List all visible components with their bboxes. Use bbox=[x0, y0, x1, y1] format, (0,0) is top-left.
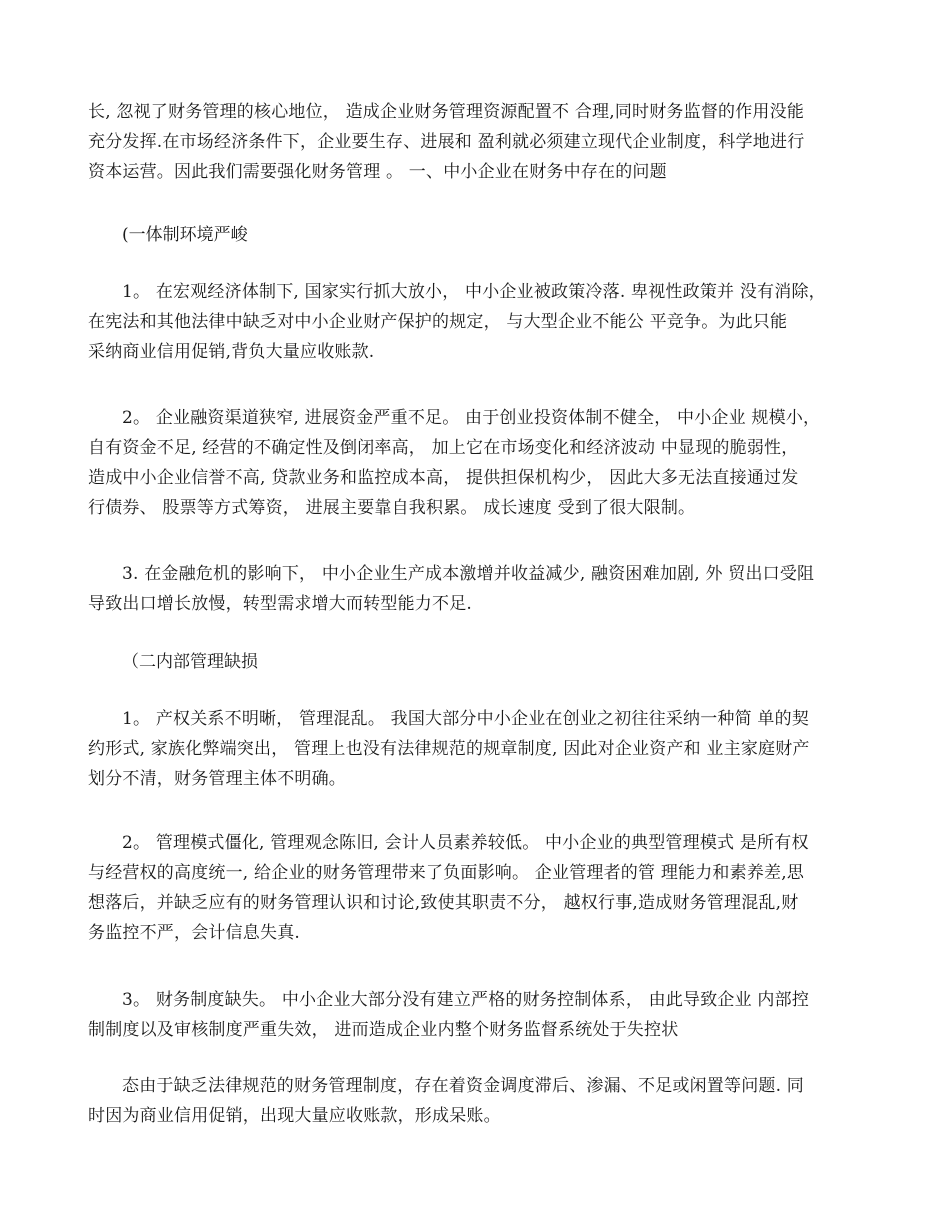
paragraph-1-1 bbox=[88, 277, 864, 367]
text-line: 想落后，并缺乏应有的财务管理认识和讨论,致使其职责不分， 越权行事,造成财务管理混乱,财 bbox=[88, 893, 799, 913]
text-line: 导致出口增长放慢，转型需求增大而转型能力不足. bbox=[88, 594, 473, 614]
paragraph-2-3 bbox=[88, 985, 864, 1045]
text-line: 2。 管理模式僵化, 管理观念陈旧, 会计人员素养较低。 中小企业的典型管理模式 是所有权 bbox=[122, 833, 809, 853]
paragraph-1-2 bbox=[88, 403, 864, 523]
text-line: 3. 在金融危机的影响下， 中小企业生产成本激增并收益减少, 融资困难加剧, 外 贸出口受阻 bbox=[122, 564, 815, 584]
text-line: 造成中小企业信誉不高, 贷款业务和监控成本高， 提供担保机构少， 因此大多无法直接通过发 bbox=[88, 468, 799, 488]
text-line: 1。 在宏观经济体制下, 国家实行抓大放小， 中小企业被政策冷落. 卑视性政策并 没有消除， bbox=[122, 282, 826, 302]
text-line: 3。 财务制度缺失。 中小企业大部分没有建立严格的财务控制体系， 由此导致企业 内部控 bbox=[122, 990, 810, 1010]
text-line: 务监控不严，会计信息失真. bbox=[88, 923, 301, 943]
text-line: 划分不清，财务管理主体不明确。 bbox=[88, 769, 346, 789]
text-line: 1。 产权关系不明晰， 管理混乱。 我国大部分中小企业在创业之初往往采纳一种简 单的契 bbox=[122, 709, 810, 729]
section-heading-2: （二内部管理缺损 bbox=[122, 652, 258, 672]
text-line: 行债券、 股票等方式筹资， 进展主要靠自我积累。 成长速度 受到了很大限制。 bbox=[88, 498, 696, 518]
text-line: 自有资金不足, 经营的不确定性及倒闭率高， 加上它在市场变化和经济波动 中显现的脆弱性， bbox=[88, 438, 799, 458]
paragraph-2-2 bbox=[88, 828, 864, 948]
paragraph-2-1 bbox=[88, 704, 864, 794]
text-line: 态由于缺乏法律规范的财务管理制度，存在着资金调度滞后、渗漏、不足或闲置等问题. 同 bbox=[122, 1076, 805, 1096]
paragraph-1-3 bbox=[88, 559, 864, 619]
paragraph-2-4 bbox=[88, 1071, 864, 1131]
text-line: 与经营权的高度统一, 给企业的财务管理带来了负面影响。 企业管理者的管 理能力和素养差,思 bbox=[88, 863, 805, 883]
text-line: 充分发挥.在市场经济条件下，企业要生存、进展和 盈利就必须建立现代企业制度，科学地进行 bbox=[88, 132, 805, 152]
text-line: 资本运营。因此我们需要强化财务管理 。 一、中小企业在财务中存在的问题 bbox=[88, 162, 667, 182]
text-line: 时因为商业信用促销，出现大量应收账款，形成呆账。 bbox=[88, 1106, 501, 1126]
text-line: 在宪法和其他法律中缺乏对中小企业财产保护的规定， 与大型企业不能公 平竞争。为此只能 bbox=[88, 312, 788, 332]
text-line: 采纳商业信用促销,背负大量应收账款. bbox=[88, 342, 375, 362]
text-line: 长, 忽视了财务管理的核心地位， 造成企业财务管理资源配置不 合理,同时财务监督的作用没能 bbox=[88, 102, 805, 122]
text-line: 2。 企业融资渠道狭窄, 进展资金严重不足。 由于创业投资体制不健全， 中小企业 规模小， bbox=[122, 408, 821, 428]
intro-paragraph bbox=[88, 97, 864, 187]
text-line: 约形式, 家族化弊端突出， 管理上也没有法律规范的规章制度, 因此对企业资产和 业主家庭财产 bbox=[88, 739, 810, 759]
text-line: 制制度以及审核制度严重失效， 进而造成企业内整个财务监督系统处于失控状 bbox=[88, 1020, 679, 1040]
section-heading-1: (一体制环境严峻 bbox=[122, 225, 248, 245]
